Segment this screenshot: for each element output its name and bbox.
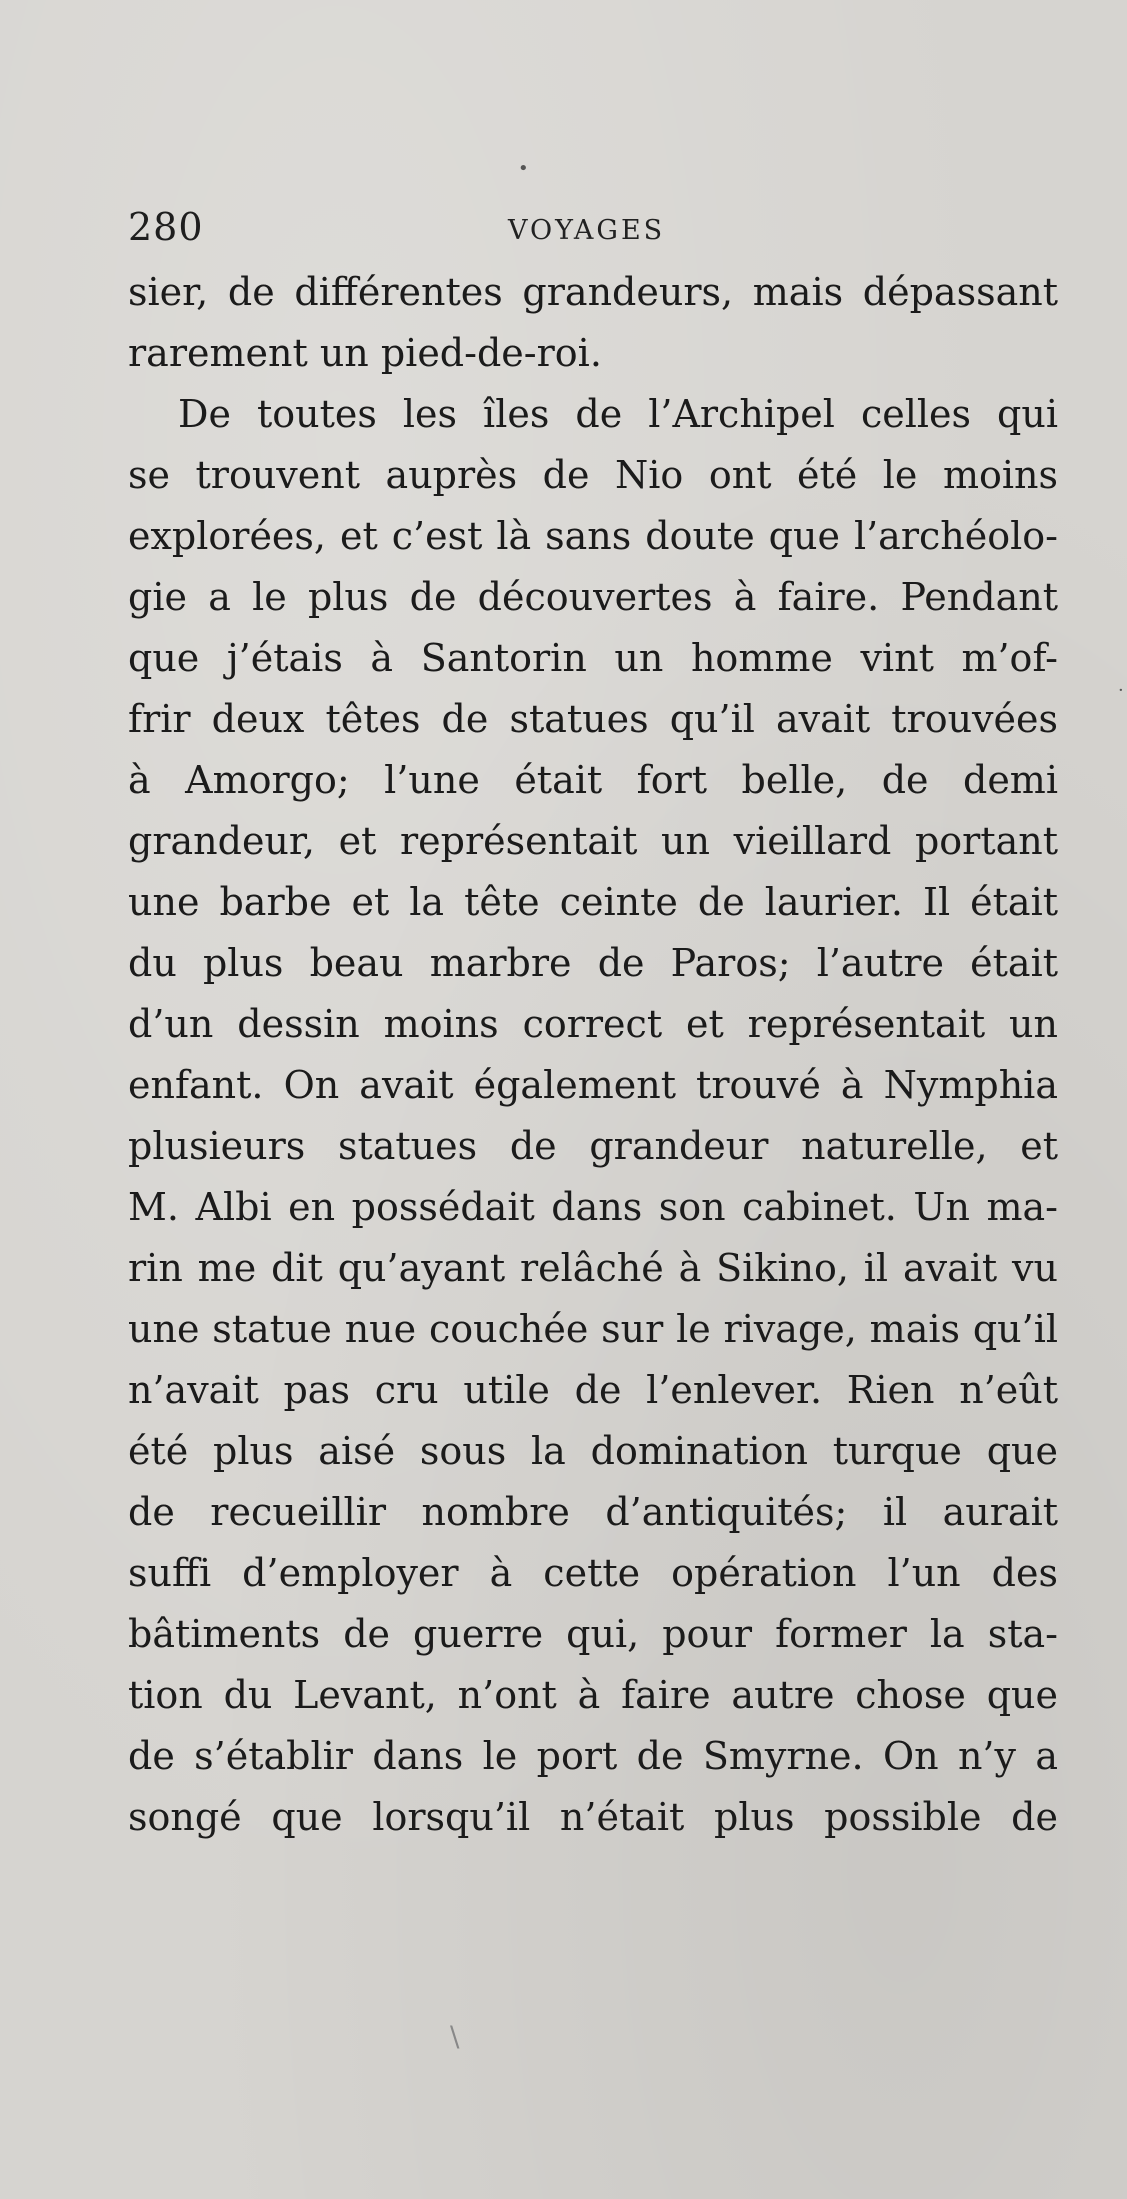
ink-speck: • [518,158,529,179]
text-line: grandeur, et représentait un vieillard portant [128,819,1058,863]
text-line: M. Albi en possédait dans son cabinet. Un ma- [128,1185,1058,1229]
running-title: VOYAGES [508,215,666,246]
text-line: que j’étais à Santorin un homme vint m’of- [128,636,1058,680]
text-line: une barbe et la tête ceinte de laurier. Il était [128,880,1058,924]
ink-speck: · [1118,680,1124,701]
page-header [128,205,1058,265]
text-line: rin me dit qu’ayant relâché à Sikino, il avait vu [128,1246,1058,1290]
text-line: frir deux têtes de statues qu’il avait trouvées [128,697,1058,741]
paragraph-start-line: De toutes les îles de l’Archipel celles qui [178,392,1058,436]
page-number: 280 [128,205,204,249]
text-line: n’avait pas cru utile de l’enlever. Rien n’eût [128,1368,1058,1412]
text-line: songé que lorsqu’il n’était plus possible de [128,1795,1058,1839]
text-line: bâtiments de guerre qui, pour former la sta- [128,1612,1058,1656]
paper-mark: \ [450,2020,460,2053]
text-line: de recueillir nombre d’antiquités; il aurait [128,1490,1058,1534]
body-text [128,262,1058,1848]
text-line: se trouvent auprès de Nio ont été le moins [128,453,1058,497]
text-line: une statue nue couchée sur le rivage, mais qu’il [128,1307,1058,1351]
text-line: à Amorgo; l’une était fort belle, de demi [128,758,1058,802]
text-line: suffi d’employer à cette opération l’un des [128,1551,1058,1595]
text-line: rarement un pied-de-roi. [128,331,602,375]
text-line: enfant. On avait également trouvé à Nymphia [128,1063,1058,1107]
text-line: été plus aisé sous la domination turque que [128,1429,1058,1473]
text-line: tion du Levant, n’ont à faire autre chose que [128,1673,1058,1717]
text-line: explorées, et c’est là sans doute que l’archéolo- [128,514,1058,558]
text-line: du plus beau marbre de Paros; l’autre était [128,941,1058,985]
text-line: de s’établir dans le port de Smyrne. On n’y a [128,1734,1058,1778]
text-line: d’un dessin moins correct et représentait un [128,1002,1058,1046]
text-line: sier, de différentes grandeurs, mais dépassant [128,270,1058,314]
text-line: gie a le plus de découvertes à faire. Pendant [128,575,1058,619]
text-line: plusieurs statues de grandeur naturelle, et [128,1124,1058,1168]
